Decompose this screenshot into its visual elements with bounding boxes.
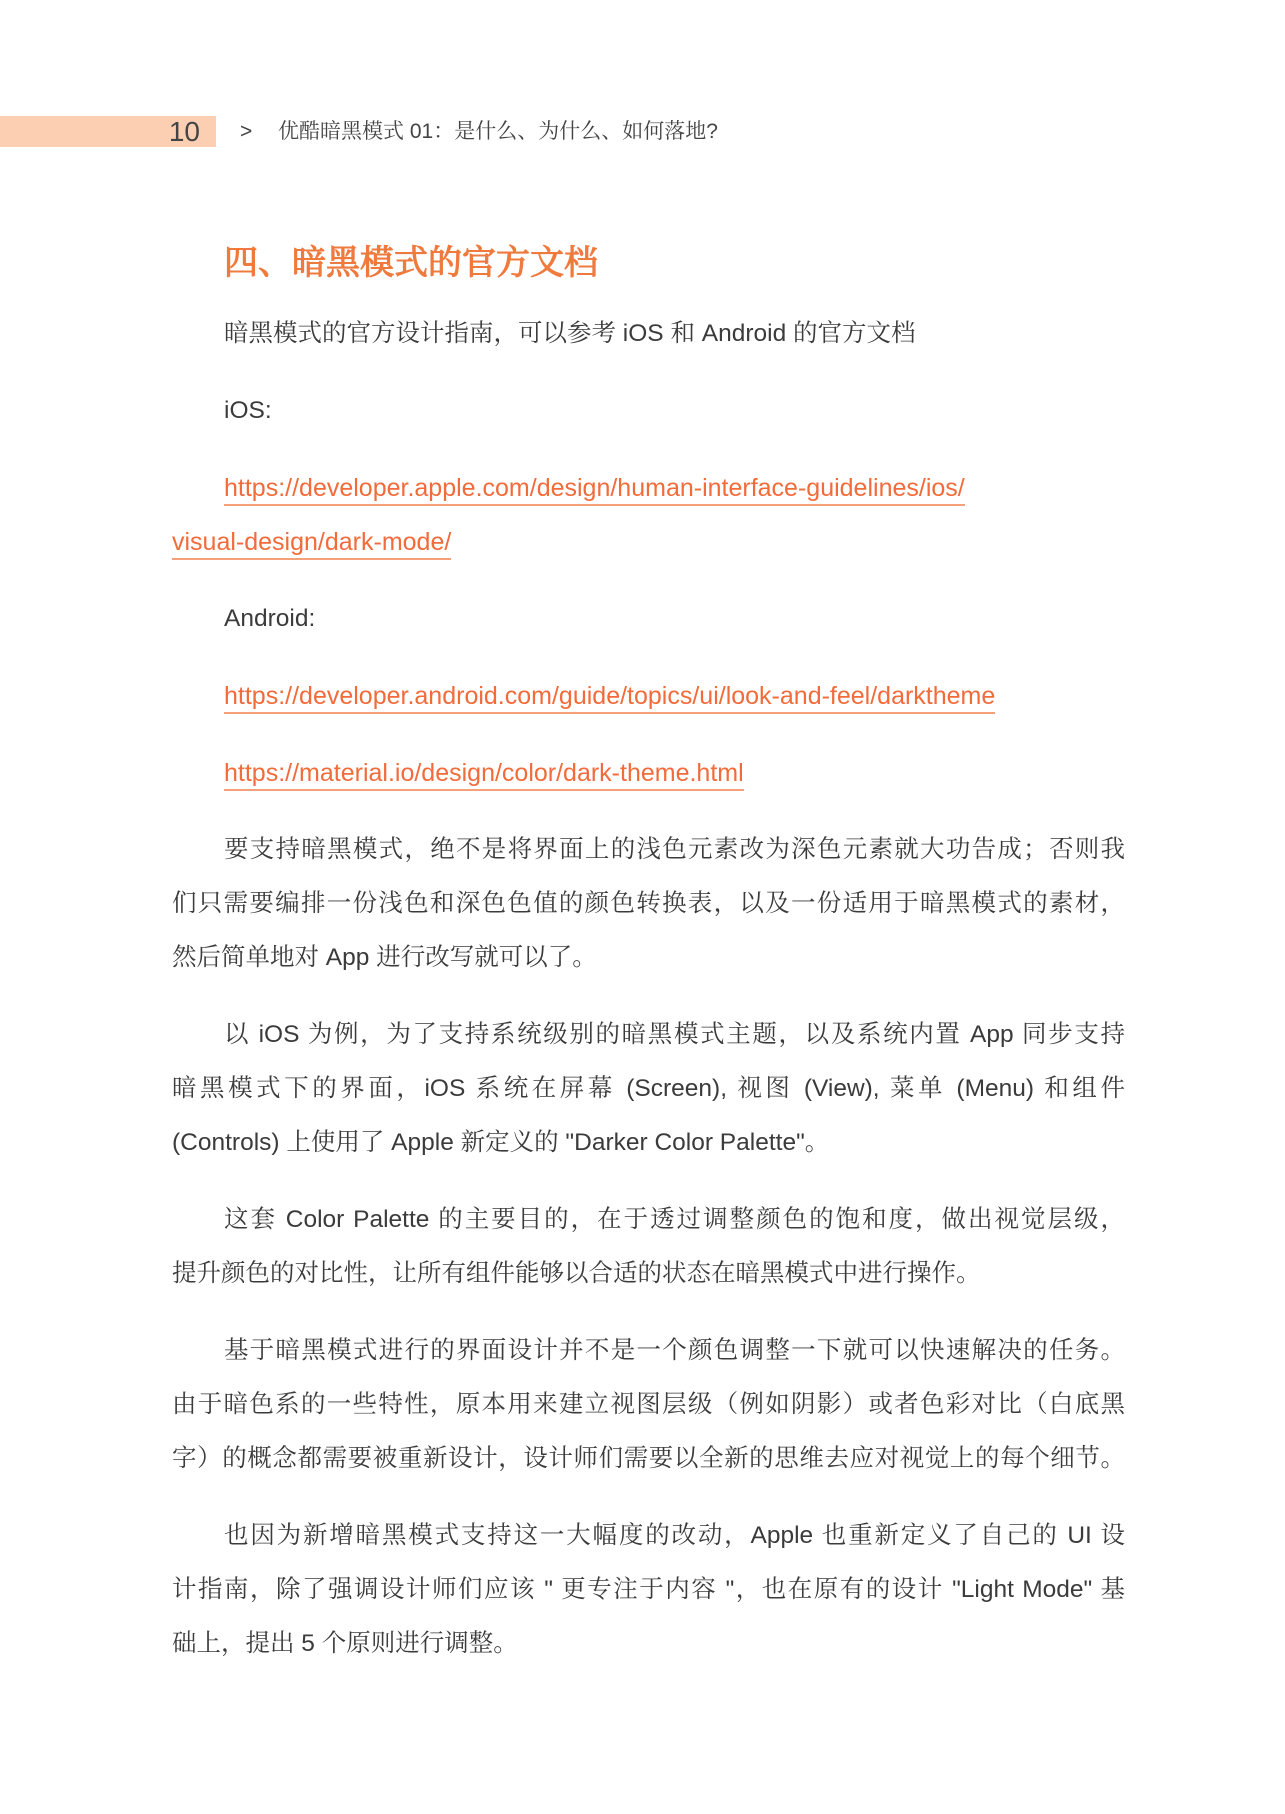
text-line: 然后简单地对 App 进行改写就可以了。 [172,944,597,971]
text-line: (Controls) 上使用了 Apple 新定义的 "Darker Color Palette"。 [172,1129,830,1156]
text-line: 提升颜色的对比性，让所有组件能够以合适的状态在暗黑模式中进行操作。 [172,1260,981,1287]
intro-paragraph [172,307,1125,361]
text-line: 暗黑模式的官方设计指南，可以参考 iOS 和 Android 的官方文档 [224,320,916,347]
text-line: 这套 Color Palette 的主要目的，在于透过调整颜色的饱和度，做出视觉层级， [224,1206,1125,1233]
text-line: 字）的概念都需要被重新设计，设计师们需要以全新的思维去应对视觉上的每个细节。 [172,1445,1125,1472]
paragraph-3 [172,1193,1125,1301]
text-line: 要支持暗黑模式，绝不是将界面上的浅色元素改为深色元素就大功告成；否则我 [224,836,1125,863]
text-line: 计指南，除了强调设计师们应该 " 更专注于内容 "，也在原有的设计 "Light Mode" 基 [172,1576,1125,1603]
body-content [172,307,1125,1694]
text-line: 也因为新增暗黑模式支持这一大幅度的改动，Apple 也重新定义了自己的 UI 设 [224,1522,1125,1549]
page-number: 10 [168,116,200,147]
ios-doc-link[interactable]: https://developer.apple.com/design/human-interface-guidelines/ios/ [224,474,965,506]
ios-label [172,384,1125,438]
page-number-bar [0,116,216,147]
section-heading: 四、暗黑模式的官方文档 [224,244,598,282]
android-link-paragraph [172,669,1125,723]
text-line: 们只需要编排一份浅色和深色色值的颜色转换表，以及一份适用于暗黑模式的素材， [172,890,1125,917]
material-link-paragraph [172,746,1125,800]
text-line: iOS: [224,397,272,424]
ios-link-paragraph [172,461,1125,569]
paragraph-1 [172,823,1125,985]
text-line: 础上，提出 5 个原则进行调整。 [172,1630,518,1657]
android-label [172,592,1125,646]
paragraph-5 [172,1509,1125,1671]
paragraph-2 [172,1008,1125,1170]
android-doc-link[interactable]: https://developer.android.com/guide/topics/ui/look-and-feel/darktheme [224,682,995,714]
text-line: Android: [224,605,316,632]
chapter-title: 优酷暗黑模式 01：是什么、为什么、如何落地? [278,120,718,143]
breadcrumb-separator: > [240,120,253,143]
text-line: 由于暗色系的一些特性，原本用来建立视图层级（例如阴影）或者色彩对比（白底黑 [172,1391,1125,1418]
ios-doc-link-cont[interactable]: visual-design/dark-mode/ [172,528,451,560]
text-line: 暗黑模式下的界面，iOS 系统在屏幕 (Screen), 视图 (View), 菜单 (Menu) 和组件 [172,1075,1125,1102]
text-line: 以 iOS 为例，为了支持系统级别的暗黑模式主题，以及系统内置 App 同步支持 [224,1021,1125,1048]
material-doc-link[interactable]: https://material.io/design/color/dark-theme.html [224,759,744,791]
paragraph-4 [172,1324,1125,1486]
text-line: 基于暗黑模式进行的界面设计并不是一个颜色调整一下就可以快速解决的任务。 [224,1337,1125,1364]
